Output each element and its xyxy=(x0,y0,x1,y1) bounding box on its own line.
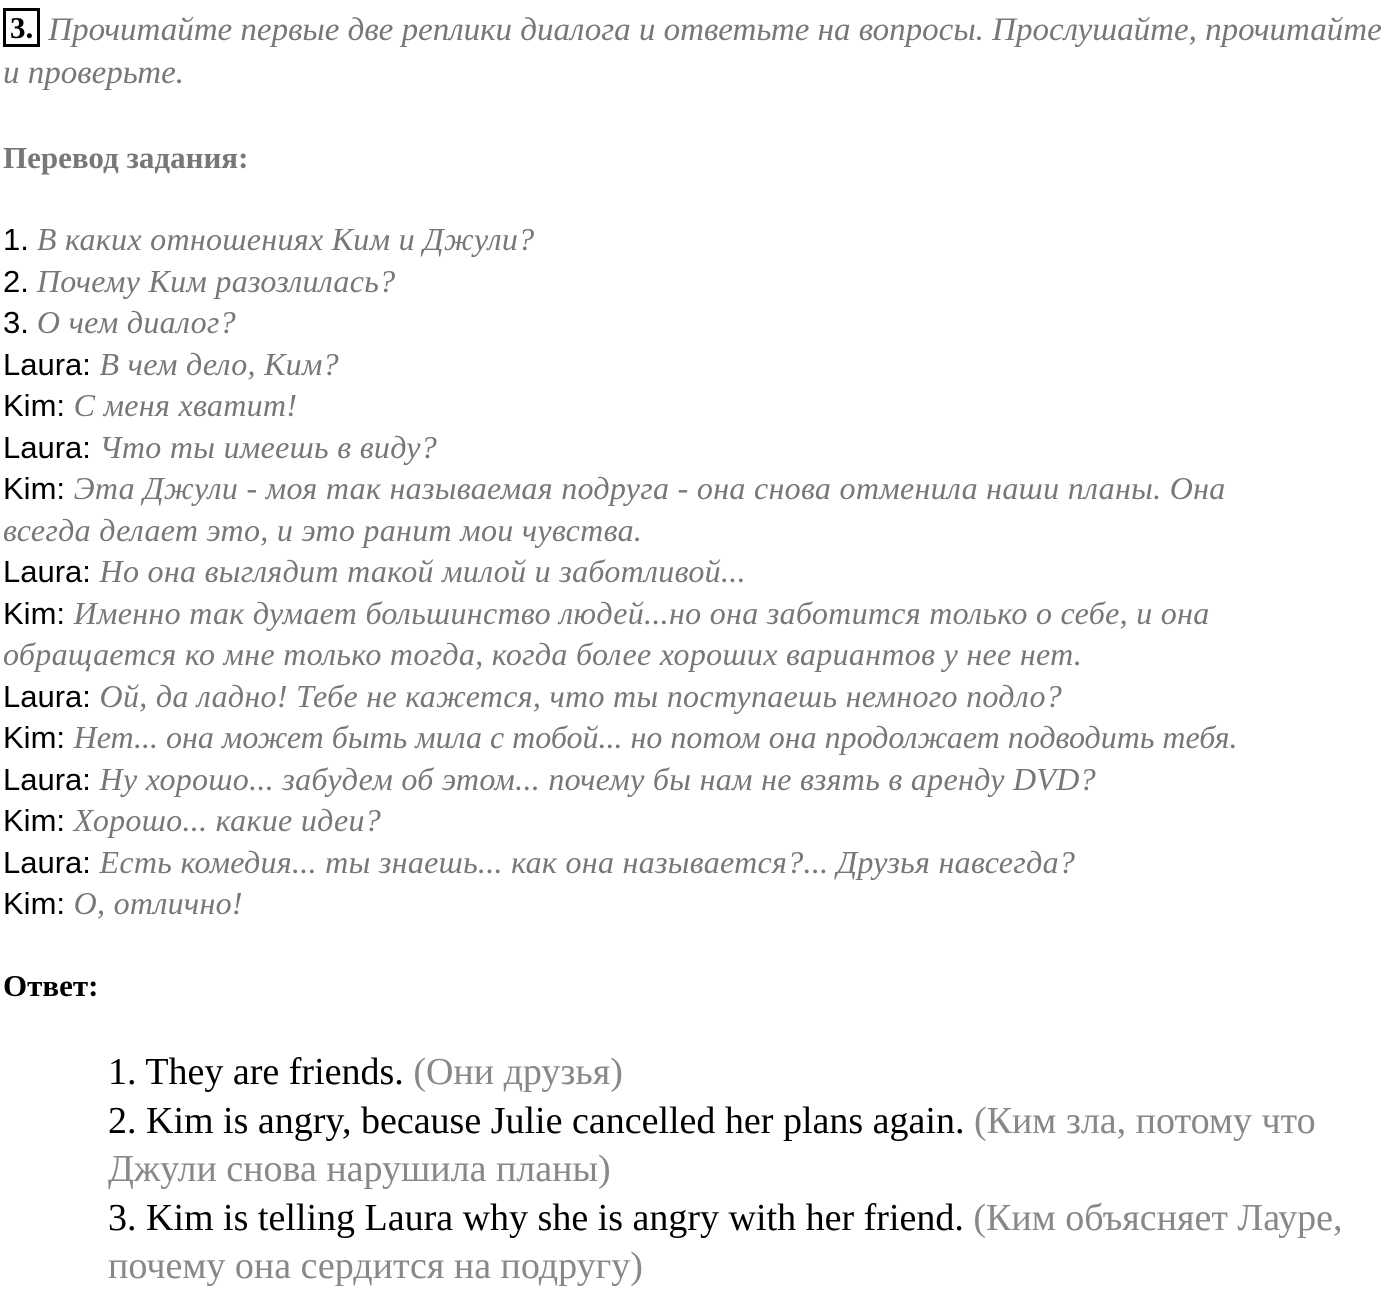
answer-russian: (Они друзья) xyxy=(413,1051,623,1093)
answer-russian: (Ким объясняет Лауре, почему она сердится на подругу) xyxy=(108,1196,1343,1287)
speaker-name: Kim xyxy=(3,720,57,755)
speaker-name: Kim xyxy=(3,803,57,838)
dialogue-text: Но она выглядит такой милой и заботливой... xyxy=(99,553,746,589)
dialogue-text: Хорошо... какие идеи? xyxy=(73,802,382,838)
dialogue-line: Laura: Есть комедия... ты знаешь... как она называется?... Друзья навсегда? xyxy=(3,843,1076,880)
translation-heading: Перевод задания: xyxy=(3,140,249,175)
dialogue-text: С меня хватит! xyxy=(73,387,298,423)
question-text: Почему Ким разозлилась? xyxy=(36,262,396,299)
speaker-name: Laura xyxy=(3,554,83,589)
dialogue-text: Эта Джули - моя так называемая подруга - она снова отменила наши планы. Она xyxy=(73,470,1226,506)
dialogue-text: О, отлично! xyxy=(73,885,243,921)
answer-english: 1. They are friends. xyxy=(108,1051,404,1093)
speaker-name: Laura xyxy=(3,761,83,797)
answer-heading: Ответ: xyxy=(3,968,99,1003)
speaker-name: Kim xyxy=(3,471,57,506)
dialogue-line: Laura: Ой, да ладно! Тебе не кажется, что ты поступаешь немного подло? xyxy=(3,677,1063,714)
question-number: 3. xyxy=(3,305,29,340)
task-instruction-block xyxy=(3,8,1393,95)
speaker-name: Laura xyxy=(3,346,83,382)
answer-english: 2. Kim is angry, because Julie cancelled her plans again. xyxy=(108,1099,965,1142)
question-number: 1. xyxy=(3,222,29,257)
dialogue-text: Что ты имеешь в виду? xyxy=(99,428,438,465)
answer-item xyxy=(108,1194,1393,1291)
dialogue-text: Ой, да ладно! Тебе не кажется, что ты поступаешь немного подло? xyxy=(99,677,1063,714)
speaker-name: Laura xyxy=(3,429,83,465)
question-text: О чем диалог? xyxy=(36,304,236,340)
speaker-name: Laura xyxy=(3,678,83,714)
dialogue-line: Kim: Именно так думает большинство людей...но она заботится только о себе, и она xyxy=(3,594,1210,631)
answer-item xyxy=(108,1097,1393,1194)
dialogue-text: Именно так думает большинство людей...но она заботится только о себе, и она xyxy=(73,594,1210,631)
dialogue-line: Kim: Эта Джули - моя так называемая подруга - она снова отменила наши планы. Она xyxy=(3,470,1226,506)
dialogue-text: обращается ко мне только тогда, когда более хороших вариантов у нее нет. xyxy=(3,636,1083,672)
question-line xyxy=(3,261,1398,303)
speaker-name: Kim xyxy=(3,886,57,921)
answers-block xyxy=(108,1048,1393,1291)
answer-russian: (Ким зла, потому что Джули снова нарушила планы) xyxy=(108,1099,1316,1190)
dialogue-line: Laura: В чем дело, Ким? xyxy=(3,345,339,382)
question-line xyxy=(3,302,1398,344)
question-number: 2. xyxy=(3,263,29,299)
answer-english: 3. Kim is telling Laura why she is angry with her friend. xyxy=(108,1196,964,1239)
question-line xyxy=(3,219,1398,261)
speaker-name: Kim xyxy=(3,388,57,423)
dialogue-line: Laura: Ну хорошо... забудем об этом... почему бы нам не взять в аренду DVD? xyxy=(3,760,1096,797)
task-number-box: 3. xyxy=(3,8,40,47)
speaker-name: Kim xyxy=(3,595,57,631)
dialogue-line: Kim: Нет... она может быть мила с тобой... но потом она продолжает подводить тебя. xyxy=(3,719,1238,755)
dialogue-text: Ну хорошо... забудем об этом... почему бы нам не взять в аренду DVD? xyxy=(99,760,1096,797)
dialogue-text: Нет... она может быть мила с тобой... но потом она продолжает подводить тебя. xyxy=(73,719,1238,755)
dialogue-line-continuation xyxy=(3,634,1398,676)
speaker-name: Laura xyxy=(3,844,83,880)
task-instruction-text: Прочитайте первые две реплики диалога и ответьте на вопросы. Прослушайте, прочитайте и проверьте. xyxy=(3,12,1382,91)
dialogue-line: Kim: С меня хватит! xyxy=(3,387,298,423)
translation-content xyxy=(3,219,1398,925)
dialogue-text: В чем дело, Ким? xyxy=(99,345,339,382)
dialogue-line: Kim: О, отлично! xyxy=(3,885,243,921)
dialogue-line: Laura: Но она выглядит такой милой и заботливой... xyxy=(3,553,746,589)
dialogue-line-continuation xyxy=(3,510,1398,552)
question-text: В каких отношениях Ким и Джули? xyxy=(36,221,535,257)
dialogue-text: Есть комедия... ты знаешь... как она называется?... Друзья навсегда? xyxy=(99,843,1076,880)
dialogue-line: Kim: Хорошо... какие идеи? xyxy=(3,802,382,838)
answer-item xyxy=(108,1048,1393,1097)
dialogue-line: Laura: Что ты имеешь в виду? xyxy=(3,428,438,465)
dialogue-text: всегда делает это, и это ранит мои чувства. xyxy=(3,511,643,548)
